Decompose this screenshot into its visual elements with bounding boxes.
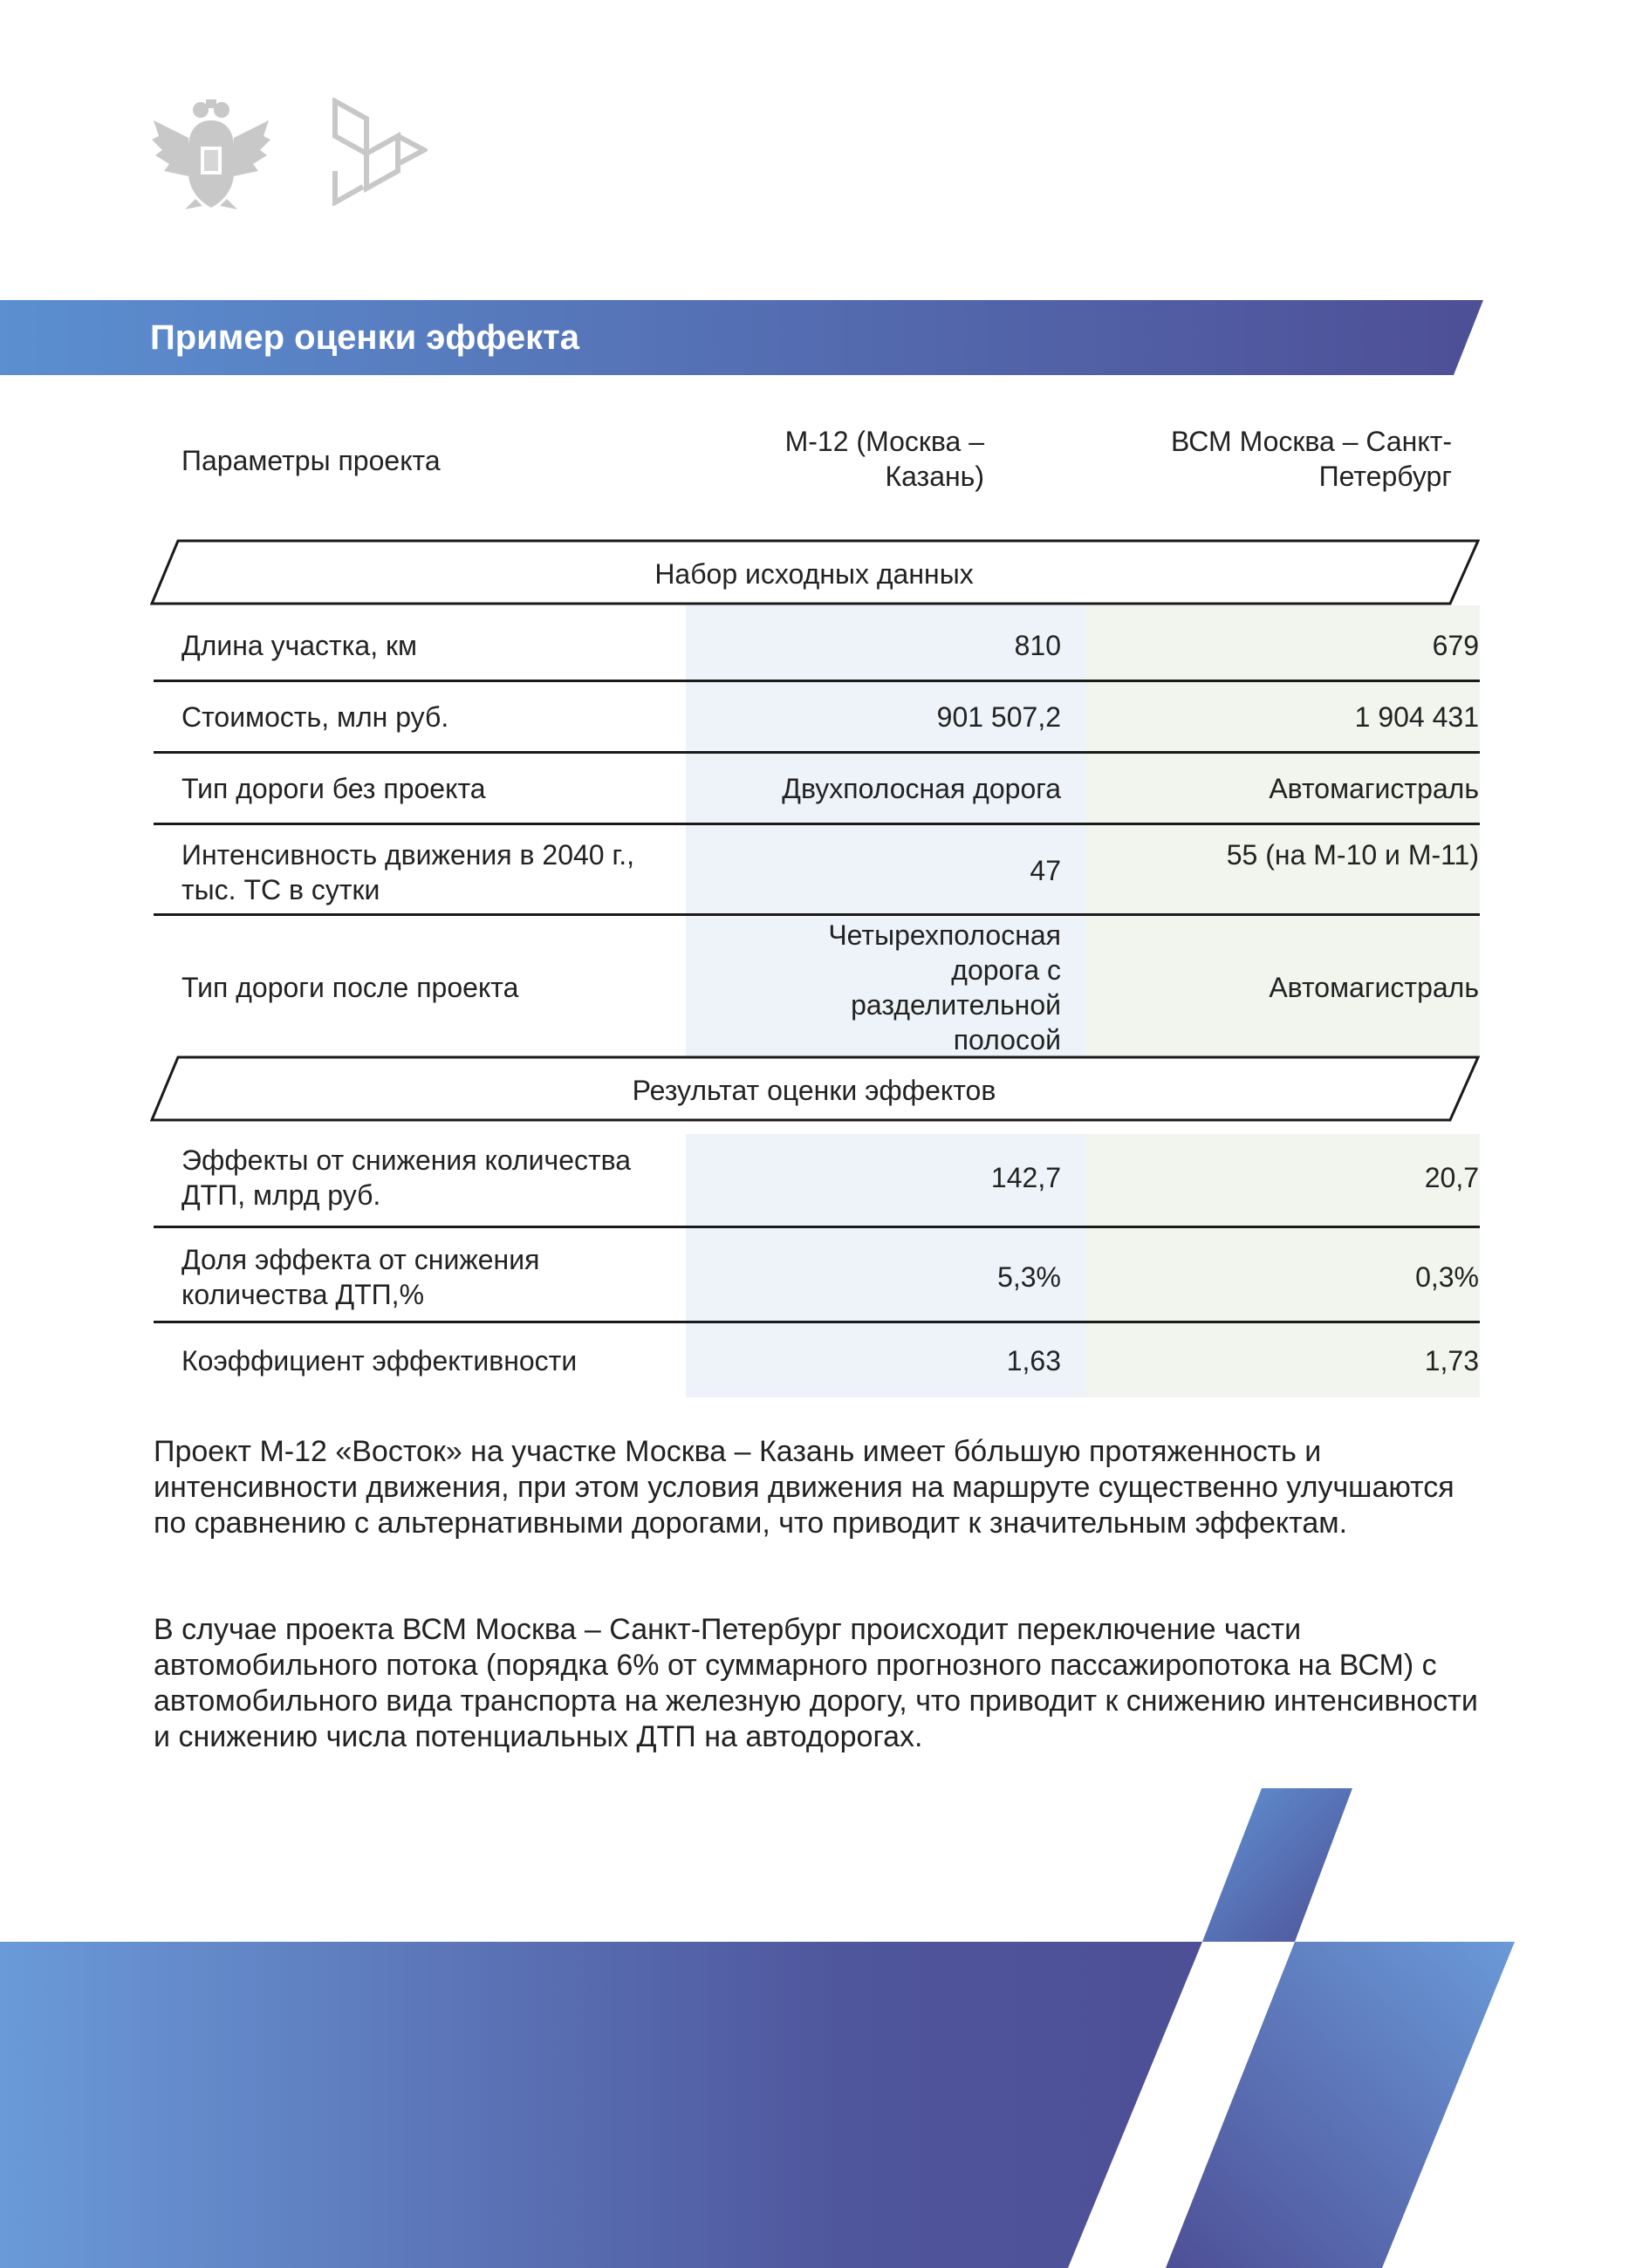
row-label: Эффекты от снижения количества ДТП, млрд руб.: [181, 1144, 632, 1211]
header-vsm-text: ВСМ Москва – Санкт-Петербург: [1170, 426, 1452, 492]
row-value-b: 1 904 431: [1354, 701, 1479, 733]
row-value-b: 20,7: [1424, 1162, 1479, 1193]
header-vsm: [1108, 424, 1452, 494]
row-value-b: 0,3%: [1415, 1261, 1479, 1293]
russian-eagle-emblem-icon: [150, 94, 272, 211]
row-label: Стоимость, млн руб.: [181, 701, 449, 733]
row-value-a: 810: [1014, 630, 1061, 661]
row-label: Интенсивность движения в 2040 г., тыс. ТС в сутки: [181, 839, 635, 905]
row-label: Длина участка, км: [181, 630, 417, 661]
row-value-b: 679: [1432, 630, 1479, 661]
row-divider: [154, 1226, 1480, 1228]
chevron-logo-icon: [332, 98, 428, 206]
row-value-a-text: Четырехполосная дорога с разделительной полосой: [828, 919, 1061, 1055]
header-m12-text: М-12 (Москва – Казань): [784, 426, 984, 492]
row-value-b: Автомагистраль: [1269, 773, 1479, 804]
row-value-a: 901 507,2: [936, 701, 1061, 733]
row-value-a: 142,7: [990, 1162, 1061, 1193]
header-m12: [681, 424, 984, 494]
row-value-a: 1,63: [1006, 1345, 1061, 1377]
section-results: Результат оценки эффектов: [632, 1075, 996, 1106]
row-label: Доля эффекта от снижения количества ДТП,%: [181, 1244, 540, 1310]
row-divider: [154, 913, 1480, 916]
section-initial-data: Набор исходных данных: [654, 558, 974, 590]
row-divider: [154, 1321, 1480, 1323]
row-value-b: Автомагистраль: [1269, 972, 1479, 1003]
row-divider: [154, 680, 1480, 682]
row-label: Тип дороги после проекта: [181, 972, 519, 1003]
row-value-b: 1,73: [1424, 1345, 1479, 1377]
row-value-a: 47: [1030, 855, 1061, 886]
row-value-a: 5,3%: [997, 1261, 1061, 1293]
row-divider: [154, 751, 1480, 754]
row-value-b-text: 55 (на М-10 и М-11): [1226, 839, 1479, 871]
header-params: Параметры проекта: [181, 445, 441, 476]
row-label: Тип дороги без проекта: [181, 773, 486, 804]
page-title: Пример оценки эффекта: [150, 318, 579, 357]
row-divider: [154, 823, 1480, 825]
paragraph-m12: Проект М-12 «Восток» на участке Москва – Казань имеет бóльшую протяженность и интенсивности движения, при этом условия движения на маршруте существенно улучшаются по сравнению с альтернативными дорогами, что приводит к значительным эффектам.: [154, 1435, 1454, 1540]
row-value-b: [1086, 837, 1479, 872]
decorative-stripes: [0, 1780, 1629, 2268]
row-value-a: Двухполосная дорога: [782, 773, 1061, 804]
row-value-a: [686, 918, 1061, 1057]
paragraph-vsm: В случае проекта ВСМ Москва – Санкт-Петербург происходит переключение части автомобильного потока (порядка 6% от суммарного прогнозного пассажиропотока на ВСМ) с автомобильного вида транспорта на железную дорогу, что приводит к снижению интенсивности и снижению числа потенциальных ДТП на автодорогах.: [154, 1613, 1478, 1753]
row-label: Коэффициент эффективности: [181, 1345, 578, 1377]
